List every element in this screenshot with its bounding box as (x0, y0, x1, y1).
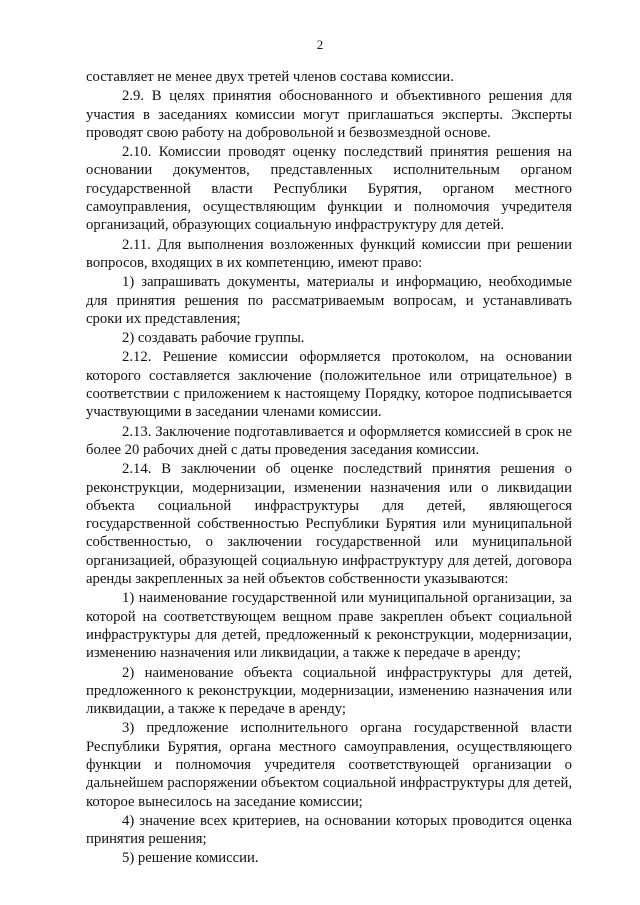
paragraph-2-13: 2.13. Заключение подготавливается и оформляется комиссией в срок не более 20 рабочих дней с даты проведения заседания комиссии. (86, 423, 572, 458)
paragraph-2-14-item-2: 2) наименование объекта социальной инфраструктуры для детей, предложенного к реконструкции, модернизации, изменению назначения или ликвидации, а также к передаче в аренду; (86, 664, 572, 718)
paragraph-2-10: 2.10. Комиссии проводят оценку последствий принятия решения на основании документов, представленных исполнительным органом государственной власти Республики Бурятия, органом местного самоуправления, осуществляющим функции и полномочия учредителя организаций, образующих социальную инфраструктуру для детей. (86, 144, 572, 234)
paragraph-2-12: 2.12. Решение комиссии оформляется протоколом, на основании которого составляется заключение (положительное или отрицательное) в соответствии с приложением к настоящему Порядку, которое подписывается участвующими в заседании членами комиссии. (86, 349, 572, 421)
paragraph-0: составляет не менее двух третей членов состава комиссии. (86, 69, 454, 85)
document-body (86, 68, 572, 869)
paragraph-2-11: 2.11. Для выполнения возложенных функций комиссии при решении вопросов, входящих в их компетенцию, имеют право: (86, 236, 572, 271)
paragraph-2-11-item-2: 2) создавать рабочие группы. (122, 330, 305, 347)
paragraph-2-11-item-1: 1) запрашивать документы, материалы и информацию, необходимые для принятия решения по рассматриваемым вопросам, и устанавливать сроки их представления; (86, 274, 572, 327)
paragraph-2-14-item-4: 4) значение всех критериев, на основании которых проводится оценка принятия решения; (86, 812, 572, 848)
paragraph-2-14: 2.14. В заключении об оценке последствий принятия решения о реконструкции, модернизации, изменении назначения или о ликвидации объекта социальной инфраструктуры для детей, являющегося государственной собственностью Республики Бурятия или муниципальной собственностью, о заключении государственной или муниципальной организацией, образующей социальную инфраструктуру для детей, договора аренды закрепленных за ней объектов собственности указываются: (86, 461, 572, 588)
paragraph-2-14-item-1: 1) наименование государственной или муниципальной организации, за которой на соответствующем вещном праве закреплен объект социальной инфраструктуры для детей, предложенный к реконструкции, модернизации, изменению назначения или ликвидации, а также к передаче в аренду; (86, 590, 572, 662)
paragraph-2-9: 2.9. В целях принятия обоснованного и объективного решения для участия в заседаниях комиссии могут приглашаться эксперты. Эксперты проводят свою работу на добровольной и безвозмездной основе. (86, 88, 572, 141)
page-number: 2 (316, 37, 324, 52)
paragraph-2-14-item-3: 3) предложение исполнительного органа государственной власти Республики Бурятия, органа местного самоуправления, осуществляющего функции и полномочия учредителя соответствующей организации о дальнейшем распоряжении объектом социальной инфраструктуры для детей, которое вынесилось на заседание комиссии; (86, 720, 572, 810)
paragraph-2-14-item-5: 5) решение комиссии. (122, 850, 259, 867)
